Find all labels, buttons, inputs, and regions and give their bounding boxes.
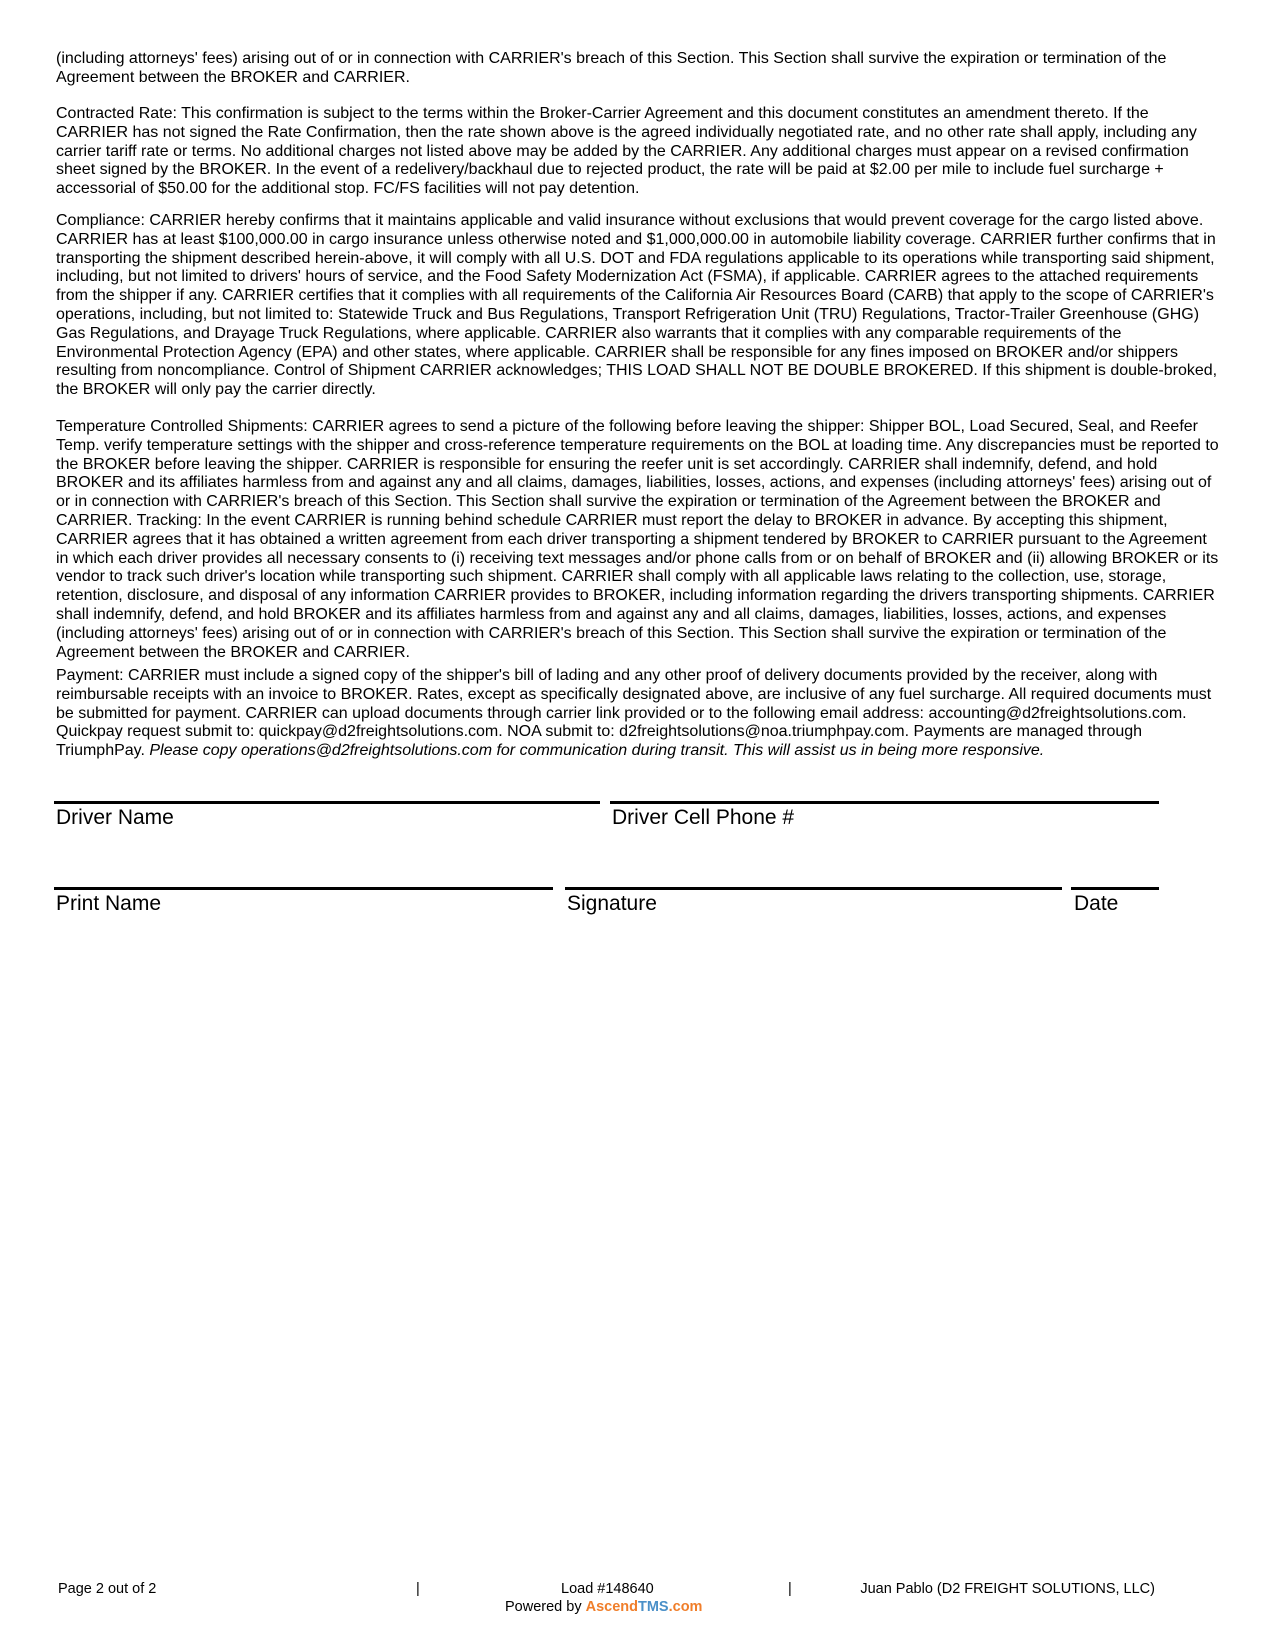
paragraph-compliance: Compliance: CARRIER hereby confirms that it maintains applicable and valid insurance without exclusions that would prevent coverage for the cargo listed above. CARRIER has at least $100,000.00 in cargo insurance unless otherwise noted and $1,000,000.00 in automobile liability coverage. CARRIER further confirms that in transporting the shipment described herein-above, it will comply with all U.S. DOT and FDA regulations applicable to its operations while transporting said shipment, including, but not limited to drivers' hours of service, and the Food Safety Modernization Act (FSMA), if applicable. CARRIER agrees to the attached requirements from the shipper if any. CARRIER certifies that it complies with all requirements of the California Air Resources Board (CARB) that apply to the scope of CARRIER's operations, including, but not limited to: Statewide Truck and Bus Regulations, Transport Refrigeration Unit (TRU) Regulations, Tractor-Trailer Greenhouse (GHG) Gas Regulations, and Drayage Truck Regulations, where applicable. CARRIER also warrants that it complies with any comparable requirements of the Environmental Protection Agency (EPA) and other states, where applicable. CARRIER shall be responsible for any fines imposed on BROKER and/or shippers resulting from noncompliance. Control of Shipment CARRIER acknowledges; THIS LOAD SHALL NOT BE DOUBLE BROKERED. If this shipment is double-broked, the BROKER will only pay the carrier directly. [56, 212, 1218, 399]
footer-page-number: Page 2 out of 2 [58, 1581, 157, 1597]
powered-by-text: Powered by [505, 1599, 582, 1615]
payment-text: Payment: CARRIER must include a signed copy of the shipper's bill of lading and any other proof of delivery documents provided by the receiver, along with reimbursable receipts with an invoice to BROKER. Rates, except as specifically designated above, are inclusive of any fuel surcharge. All required documents must be submitted for payment. CARRIER can upload documents through carrier link provided or to the following email address: accounting@d2freightsolutions.com. Quickpay request submit to: quickpay@d2freightsolutions.com. NOA submit to: d2freightsolutions@noa.triumphpay.com. Payments are managed through TriumphPay. [56, 667, 1212, 760]
driver-name-label: Driver Name [56, 806, 174, 829]
print-name-line[interactable] [54, 887, 553, 890]
footer-user: Juan Pablo (D2 FREIGHT SOLUTIONS, LLC) [860, 1581, 1155, 1597]
paragraph-indemnity-continued: (including attorneys' fees) arising out of or in connection with CARRIER's breach of this Section. This Section shall survive the expiration or termination of the Agreement between the BROKER and CARRIER. [56, 50, 1167, 86]
signature-line[interactable] [565, 887, 1062, 890]
print-name-label: Print Name [56, 892, 162, 915]
paragraph-contracted-rate: Contracted Rate: This confirmation is subject to the terms within the Broker-Carrier Agreement and this document constitutes an amendment thereto. If the CARRIER has not signed the Rate Confirmation, then the rate shown above is the agreed individually negotiated rate, and no other rate shall apply, including any carrier tariff rate or terms. No additional charges not listed above may be added by the CARRIER. Any additional charges must appear on a revised confirmation sheet signed by the BROKER. In the event of a redelivery/backhaul due to rejected product, the rate will be paid at $2.00 per mile to include fuel surcharge + accessorial of $50.00 for the additional stop. FC/FS facilities will not pay detention. [56, 105, 1197, 198]
payment-note: Please copy operations@d2freightsolutions.com for communication during transit. This will assist us in being more responsive. [149, 742, 1045, 760]
paragraph-temperature-controlled: Temperature Controlled Shipments: CARRIER agrees to send a picture of the following before leaving the shipper: Shipper BOL, Load Secured, Seal, and Reefer Temp. verify temperature settings with the shipper and cross-reference temperature requirements on the BOL at loading time. Any discrepancies must be reported to the BROKER before leaving the shipper. CARRIER is responsible for ensuring the reefer unit is set accordingly. CARRIER shall indemnify, defend, and hold BROKER and its affiliates harmless from and against any and all claims, damages, liabilities, losses, actions, and expenses (including attorneys' fees) arising out of or in connection with CARRIER's breach of this Section. This Section shall survive the expiration or termination of the Agreement between the BROKER and CARRIER. Tracking: In the event CARRIER is running behind schedule CARRIER must report the delay to BROKER in advance. By accepting this shipment, CARRIER agrees that it has obtained a written agreement from each driver transporting a shipment tendered by BROKER to CARRIER pursuant to the Agreement in which each driver provides all necessary consents to (i) receiving text messages and/or phone calls from or on behalf of BROKER and (ii) allowing BROKER or its vendor to track such driver's location while transporting such shipment. CARRIER shall comply with all applicable laws relating to the collection, use, storage, retention, disclosure, and disposal of any information CARRIER provides to BROKER, including information regarding the drivers transporting shipments. CARRIER shall indemnify, defend, and hold BROKER and its affiliates harmless from and against any and all claims, damages, liabilities, losses, actions, and expenses (including attorneys' fees) arising out of or in connection with CARRIER's breach of this Section. This Section shall survive the expiration or termination of the Agreement between the BROKER and CARRIER. [56, 418, 1219, 661]
date-label: Date [1074, 892, 1119, 915]
footer-separator-left: | [416, 1581, 420, 1597]
ascendtms-logo: AscendTMS.com [585, 1599, 703, 1615]
date-line[interactable] [1071, 887, 1159, 890]
driver-cell-line[interactable] [610, 801, 1159, 804]
footer-load-number: Load #148640 [561, 1581, 654, 1597]
footer-separator-right: | [788, 1581, 792, 1597]
paragraph-payment [56, 667, 1220, 761]
driver-name-line[interactable] [54, 801, 600, 804]
signature-label: Signature [567, 892, 657, 915]
footer-powered-by [505, 1598, 702, 1616]
driver-cell-label: Driver Cell Phone # [612, 806, 795, 829]
